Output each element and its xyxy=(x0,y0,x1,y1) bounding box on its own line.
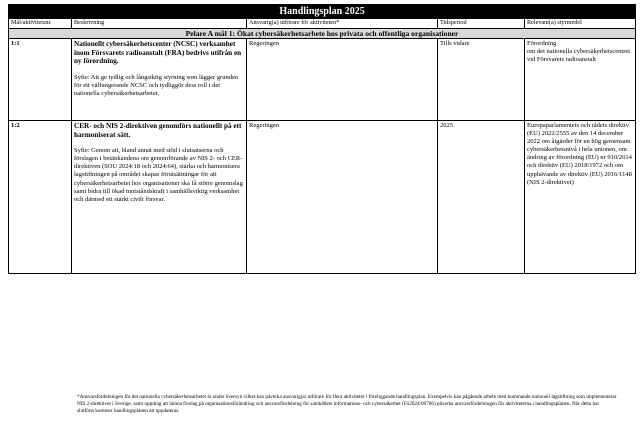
activity-id: 1:1 xyxy=(9,39,72,121)
activity-purpose: Syfte: Att ge tydlig och långsiktig styrning som lägger grunden för ett välfungerande NCSC och tydliggör dess roll i det nationella cybersäkerhetsarbetet. xyxy=(74,73,239,97)
activity-responsible: Regeringen xyxy=(247,121,438,274)
activity-responsible: Regeringen xyxy=(247,39,438,121)
activity-period: Tills vidare xyxy=(438,39,525,121)
pillar-heading: Pelare A mål 1: Ökat cybersäkerhetsarbete hos privata och offentliga organisationer xyxy=(9,29,636,39)
activity-heading: Nationellt cybersäkerhetscenter (NCSC) verksamhet inom Försvarets radioanstalt (FRA) bedrivs utifrån en ny förordning. xyxy=(74,40,242,66)
header-relevant: Relevant(a) styrmedel xyxy=(525,19,636,29)
action-plan-page xyxy=(8,4,635,274)
activity-description xyxy=(72,121,247,274)
pillar-row xyxy=(9,29,636,39)
table-row xyxy=(9,121,636,274)
activity-purpose: Syfte: Genom att, bland annat med stöd i slutsatserna och förslagen i betänkandena om genomförande av NIS 2- och CER-direktiven (SOU 2024:18 och 2024:64), stärka och harmonisera lagstiftningen på området skapas förutsättningar för att cybersäkerhetsarbetet hos organisationer ska få större genomslag samt bidra till ökad motståndskraft i samhällsviktig verksamhet och därmed ett stärkt civilt försvar. xyxy=(74,147,243,203)
header-row xyxy=(9,19,636,29)
plan-title: Handlingsplan 2025 xyxy=(9,5,636,19)
action-plan-table xyxy=(8,4,636,274)
header-responsible: Ansvarig(a) utförare för aktiviteten* xyxy=(247,19,438,29)
title-row xyxy=(9,5,636,19)
header-id: Mål/aktivitetsnr. xyxy=(9,19,72,29)
table-row xyxy=(9,39,636,121)
activity-heading: CER- och NIS 2-direktiven genomförs nationellt på ett harmoniserat sätt. xyxy=(74,122,242,139)
header-description: Beskrivning xyxy=(72,19,247,29)
activity-description xyxy=(72,39,247,121)
activity-relevant: Förordning om det nationella cybersäkerhetscentret vid Försvarets radioanstalt xyxy=(525,39,636,121)
footnote: *Ansvarsfördelningen för det nationella cybersäkerhetsarbetet är under översyn vilket kan påverka ansvarig(a) utförare för flera aktiviteter i föreliggande handlingsplan. Exempelvis kan pågående arbete med kommande nationell lagstiftning som implementerar NIS 2-direktivet i Sverige, samt uppdrag att lämna förslag på organisationsförändring och ansvarsfördelning för samhällets informations- och cybersäkerhet (Fö2024/00786) påverka ansvarsfördelningen för aktiviteterna i handlingsplanen. När detta har slutförts kommer handlingsplanen att uppdateras. xyxy=(77,394,617,415)
activity-id: 1:2 xyxy=(9,121,72,274)
activity-relevant: Europaparlamentets och rådets direktiv (EU) 2022/2555 av den 14 december 2022 om åtgärder för en hög gemensam cybersäkerhetsnivå i hela unionen, om ändring av förordning (EU) nr 910/2014 och direktiv (EU) 2018/1972 och om upphävande av direktiv (EU) 2016/1148 (NIS 2-direktivet) xyxy=(525,121,636,274)
header-period: Tidsperiod xyxy=(438,19,525,29)
activity-period: 2025 xyxy=(438,121,525,274)
